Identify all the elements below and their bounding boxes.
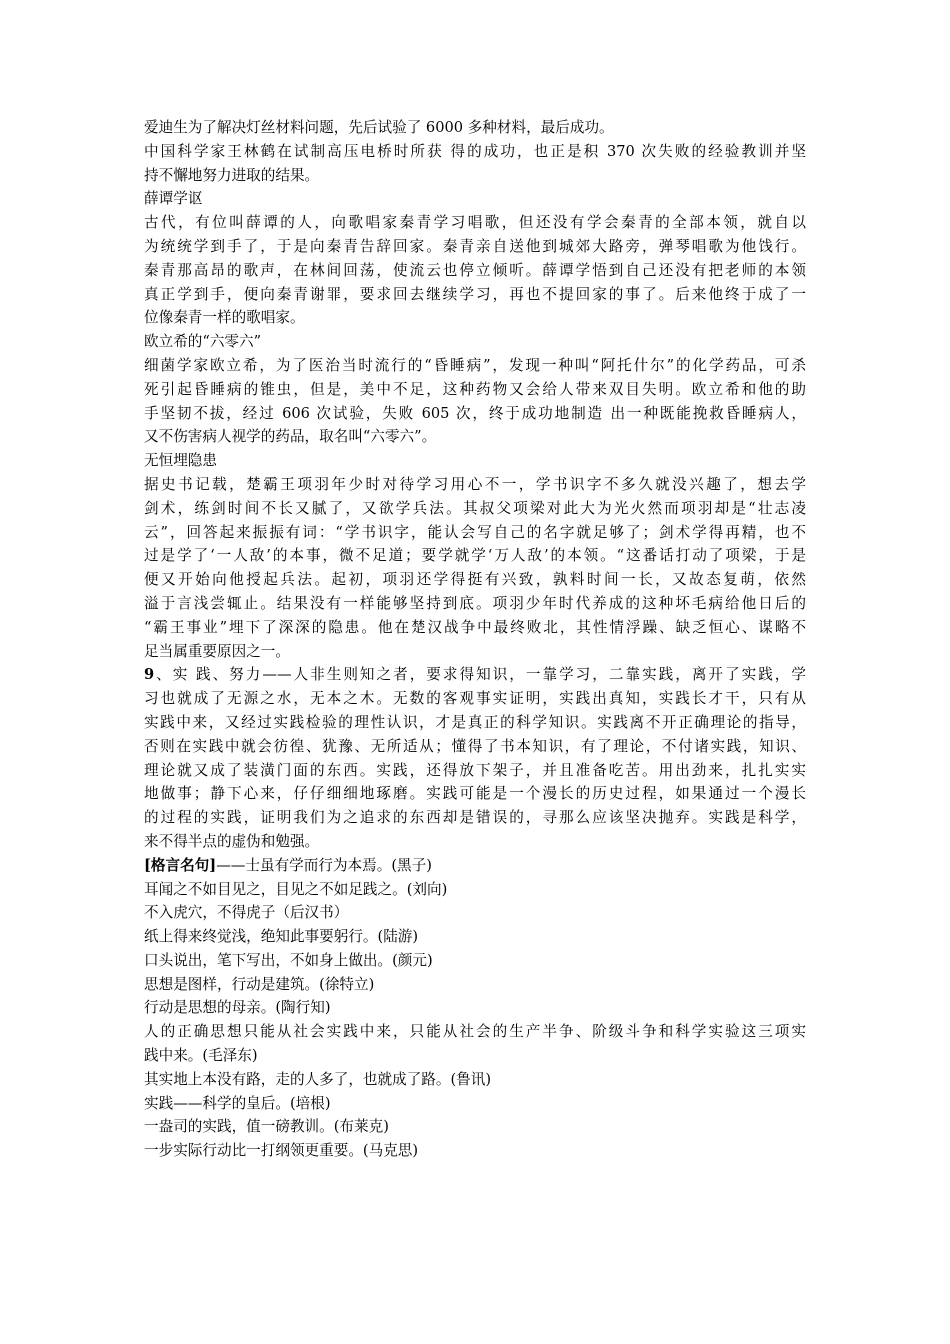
line-text: 位像秦青一样的歌唱家。 — [144, 309, 305, 327]
text-line — [144, 164, 806, 188]
text-line — [144, 211, 806, 235]
line-text: 实践中来，又经过实践检验的理性认识，才是真正的科学知识。实践离不开正确理论的指导， — [144, 713, 806, 731]
text-line — [144, 521, 806, 545]
text-line — [144, 711, 806, 735]
line-text: 古代，有位叫薛谭的人，向歌唱家秦青学习唱歌，但还没有学会秦青的全部本领，就自以 — [144, 214, 806, 232]
text-line — [144, 806, 806, 830]
text-line — [144, 687, 806, 711]
text-line — [144, 330, 806, 354]
line-text: 薛谭学讴 — [144, 190, 203, 208]
text-line — [144, 973, 806, 997]
text-line — [144, 425, 806, 449]
line-text: 其实地上本没有路，走的人多了，也就成了路。(鲁讯) — [144, 1070, 492, 1088]
text-line — [144, 306, 806, 330]
line-text: 一盎司的实践，值一磅教训。(布莱克) — [144, 1118, 389, 1136]
text-line — [144, 592, 806, 616]
line-text: 爱迪生为了解决灯丝材料问题，先后试验了 6000 多种材料，最后成功。 — [144, 119, 614, 136]
line-text: 否则在实践中就会彷徨、犹豫、无所适从；懂得了书本知识，有了理论，不付诸实践，知识、 — [144, 737, 806, 755]
text-line — [144, 568, 806, 592]
line-text: 地做事；静下心来，仔仔细细地琢磨。实践可能是一个漫长的历史过程，如果通过一个漫长 — [144, 785, 806, 803]
line-text: 据史书记载，楚霸王项羽年少时对待学习用心不一，学书识字不多久就没兴趣了，想去学 — [144, 475, 806, 493]
bold-lead: 9 — [144, 666, 155, 684]
text-line — [144, 187, 806, 211]
text-line — [144, 663, 806, 687]
line-text: 耳闻之不如目见之，目见之不如足践之。(刘向) — [144, 880, 448, 898]
line-text: 又不伤害病人视学的药品，取名叫“六零六”。 — [144, 428, 437, 446]
text-line — [144, 616, 806, 640]
line-text: 行动是思想的母亲。(陶行知) — [144, 999, 331, 1017]
line-text: 溢于言浅尝辄止。结果没有一样能够坚持到底。项羽少年时代养成的这种坏毛病给他日后的 — [144, 594, 806, 612]
line-text: 一步实际行动比一打纲领更重要。(马克思) — [144, 1142, 419, 1160]
line-text: 不入虎穴，不得虎子（后汉书） — [144, 904, 349, 922]
text-line — [144, 640, 806, 664]
text-line — [144, 1092, 806, 1116]
text-line — [144, 283, 806, 307]
text-line — [144, 1115, 806, 1139]
line-text: 真正学到手，便向秦青谢罪，要求回去继续学习，再也不提回家的事了。后来他终于成了一 — [144, 285, 806, 303]
line-text: 践中来。(毛泽东) — [144, 1047, 258, 1065]
text-line — [144, 497, 806, 521]
text-line — [144, 235, 806, 259]
document-page — [144, 116, 806, 1163]
line-text: 欧立希的“六零六” — [144, 333, 262, 351]
text-line — [144, 878, 806, 902]
line-text: 便又开始向他授起兵法。起初，项羽还学得挺有兴致，孰料时间一长，又故态复萌，依然 — [144, 571, 806, 589]
text-line — [144, 116, 806, 140]
text-line — [144, 759, 806, 783]
line-text: 死引起昏睡病的锥虫，但是，美中不足，这种药物又会给人带来双目失明。欧立希和他的助 — [144, 380, 806, 398]
line-text: 足当属重要原因之一。 — [144, 642, 290, 660]
text-line — [144, 735, 806, 759]
line-text: 理论就又成了装潢门面的东西。实践，还得放下架子，并且准备吃苦。用出劲来，扎扎实实 — [144, 761, 806, 779]
text-line — [144, 449, 806, 473]
line-text: “霸王事业”埋下了深深的隐患。他在楚汉战争中最终败北，其性情浮躁、缺乏恒心、谋略不 — [144, 618, 806, 636]
line-text: 思想是图样，行动是建筑。(徐特立) — [144, 975, 375, 993]
text-line — [144, 1068, 806, 1092]
line-text: 为统统学到手了，于是向秦青告辞回家。秦青亲自送他到城郊大路旁，弹琴唱歌为他饯行。 — [144, 237, 806, 255]
text-line — [144, 925, 806, 949]
line-text: 秦青那高昂的歌声，在林间回荡，使流云也停立倾听。薛谭学悟到自己还没有把老师的本领 — [144, 261, 806, 279]
text-line — [144, 473, 806, 497]
text-line — [144, 854, 806, 878]
text-line — [144, 378, 806, 402]
line-text: 人的正确思想只能从社会实践中来，只能从社会的生产半争、阶级斗争和科学实验这三项实 — [144, 1023, 806, 1041]
line-text: 、实 践、努力——人非生则知之者，要求得知识，一靠学习，二靠实践，离开了实践，学 — [154, 666, 806, 684]
line-text: 实践——科学的皇后。(培根) — [144, 1094, 331, 1112]
text-line — [144, 1020, 806, 1044]
text-line — [144, 140, 806, 164]
text-line — [144, 996, 806, 1020]
bold-lead: [格言名句] — [144, 856, 217, 874]
line-text: 剑术，练剑时间不长又腻了，又欲学兵法。其叔父项梁对此大为光火然而项羽却是“壮志凌 — [144, 499, 806, 517]
line-text: 细菌学家欧立希，为了医治当时流行的“昏睡病”，发现一种叫“阿托什尔”的化学药品，可杀 — [144, 356, 806, 374]
line-text: 中国科学家王林鹤在试制高压电桥时所获 得的成功，也正是积 370 次失败的经验教训并坚 — [144, 142, 806, 160]
text-line — [144, 544, 806, 568]
line-text: 无恒埋隐患 — [144, 452, 217, 470]
text-line — [144, 354, 806, 378]
text-line — [144, 1139, 806, 1163]
line-text: 手坚韧不拔，经过 606 次试验，失败 605 次，终于成功地制造 出一种既能挽救昏睡病人， — [144, 404, 806, 422]
text-line — [144, 259, 806, 283]
line-text: 纸上得来终觉浅，绝知此事要躬行。(陆游) — [144, 928, 419, 946]
line-text: 的过程的实践，证明我们为之追求的东西却是错误的，寻那么应该坚决抛弃。实践是科学， — [144, 809, 806, 827]
line-text: 来不得半点的虚伪和勉强。 — [144, 832, 320, 850]
text-line — [144, 949, 806, 973]
line-text: 持不懈地努力进取的结果。 — [144, 166, 320, 184]
text-line — [144, 402, 806, 426]
text-line — [144, 901, 806, 925]
line-text: 习也就成了无源之水，无本之木。无数的客观事实证明，实践出真知，实践长才干，只有从 — [144, 690, 806, 708]
line-text: 口头说出，笔下写出，不如身上做出。(颜元) — [144, 951, 433, 969]
line-text: 过是学了‘一人敌’的本事，微不足道；要学就学‘万人敌’的本领。“这番话打动了项梁，于是 — [144, 547, 806, 565]
text-line — [144, 1044, 806, 1068]
text-line — [144, 830, 806, 854]
text-line — [144, 782, 806, 806]
line-text: ——士虽有学而行为本焉。(黑子) — [216, 856, 432, 874]
line-text: 云”，回答起来振振有词：“学书识字，能认会写自己的名字就足够了；剑术学得再精，也不 — [144, 523, 806, 541]
